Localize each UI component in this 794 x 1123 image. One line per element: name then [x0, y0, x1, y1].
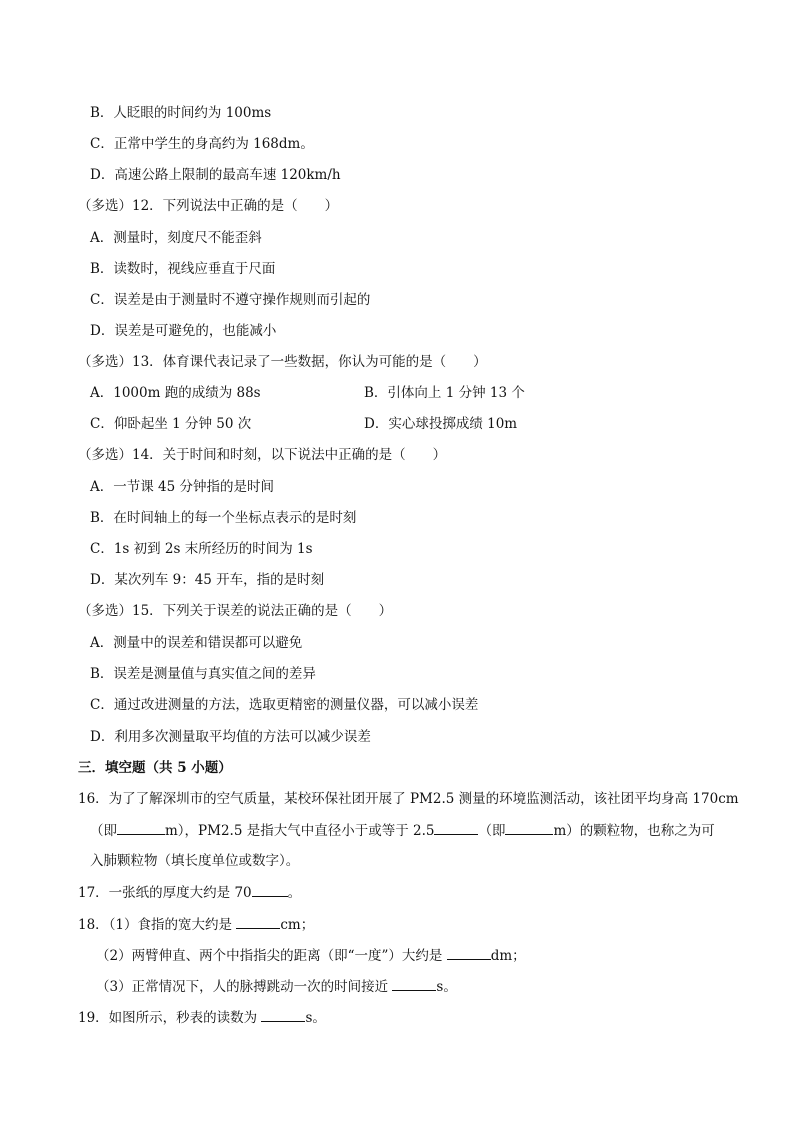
q18-blank-2[interactable]	[447, 945, 491, 960]
q15-option-d: D．利用多次测量取平均值的方法可以减少误差	[90, 729, 371, 745]
q16-blank-3[interactable]	[505, 820, 553, 835]
q15-stem: （多选）15．下列关于误差的说法正确的是（ ）	[78, 603, 393, 619]
q19-text-b: s。	[305, 1010, 326, 1026]
q12-option-c: C．误差是由于测量时不遵守操作规则而引起的	[90, 292, 371, 308]
q18-line-3	[96, 976, 457, 997]
q16-text-b: m），PM2.5 是指大气中直径小于或等于 2.5	[165, 823, 435, 839]
q12-stem: （多选）12．下列说法中正确的是（ ）	[78, 198, 339, 214]
q13-option-c: C．仰卧起坐 1 分钟 50 次	[90, 416, 252, 432]
q16-line-1: 16．为了了解深圳市的空气质量，某校环保社团开展了 PM2.5 测量的环境监测活动，该社团平均身高 170cm	[78, 791, 739, 807]
q18-part1-text: （1）食指的宽大约是	[108, 917, 237, 933]
q12-option-b: B．读数时，视线应垂直于尺面	[90, 261, 276, 277]
q15-option-b: B．误差是测量值与真实值之间的差异	[90, 666, 316, 682]
q18-stem: 18．	[78, 917, 109, 933]
q16-blank-1[interactable]	[117, 820, 165, 835]
q18-blank-3[interactable]	[392, 976, 436, 991]
q13-option-b: B．引体向上 1 分钟 13 个	[364, 385, 525, 401]
q14-option-c: C．1s 初到 2s 末所经历的时间为 1s	[90, 541, 313, 557]
q17-text-a: 17．一张纸的厚度大约是 70	[78, 885, 252, 901]
q18-part2-text: （2）两臂伸直、两个中指指尖的距离（即“一度”）大约是	[96, 948, 447, 964]
q19-text-a: 19．如图所示，秒表的读数为	[78, 1010, 262, 1026]
q17-line	[78, 882, 301, 903]
q16-line-3: 入肺颗粒物（填长度单位或数字）。	[90, 853, 300, 869]
q13-option-a: A．1000m 跑的成绩为 88s	[90, 385, 261, 401]
q16-blank-2[interactable]	[434, 820, 478, 835]
q18-line-2	[96, 945, 526, 966]
q15-option-c: C．通过改进测量的方法，选取更精密的测量仪器，可以减小误差	[90, 697, 479, 713]
q14-option-a: A．一节课 45 分钟指的是时间	[90, 479, 275, 495]
q18-part3-unit: s。	[436, 979, 457, 995]
q11-option-c: C．正常中学生的身高约为 168dm。	[90, 136, 314, 152]
section-heading-fill-in: 三．填空题（共 5 小题）	[78, 760, 232, 776]
q18-part3-text: （3）正常情况下，人的脉搏跳动一次的时间接近	[96, 979, 393, 995]
q11-option-d: D．高速公路上限制的最高车速 120km/h	[90, 167, 341, 183]
q11-option-b: B．人眨眼的时间约为 100ms	[90, 105, 272, 121]
q14-stem: （多选）14．关于时间和时刻，以下说法中正确的是（ ）	[78, 447, 447, 463]
q18-blank-1[interactable]	[236, 914, 280, 929]
q12-option-d: D．误差是可避免的，也能减小	[90, 323, 277, 339]
q13-stem: （多选）13．体育课代表记录了一些数据，你认为可能的是（ ）	[78, 354, 487, 370]
q16-text-d: m）的颗粒物，也称之为可	[553, 823, 715, 839]
q16-text-c: （即	[478, 823, 506, 839]
q12-option-a: A．测量时，刻度尺不能歪斜	[90, 230, 262, 246]
q14-option-d: D．某次列车 9：45 开车，指的是时刻	[90, 572, 325, 588]
q13-option-d: D．实心球投掷成绩 10m	[364, 416, 518, 432]
q19-blank[interactable]	[261, 1007, 305, 1022]
q15-option-a: A．测量中的误差和错误都可以避免	[90, 635, 303, 651]
q17-blank[interactable]	[252, 882, 288, 897]
q19-line	[78, 1007, 326, 1028]
q16-line-2	[90, 820, 715, 841]
q14-option-b: B．在时间轴上的每一个坐标点表示的是时刻	[90, 510, 357, 526]
q18-part1-unit: cm；	[280, 917, 315, 933]
q18-line-1	[78, 914, 314, 935]
q16-text-a: （即	[90, 823, 117, 839]
q17-text-b: 。	[287, 885, 302, 901]
q18-part2-unit: dm；	[490, 948, 526, 964]
